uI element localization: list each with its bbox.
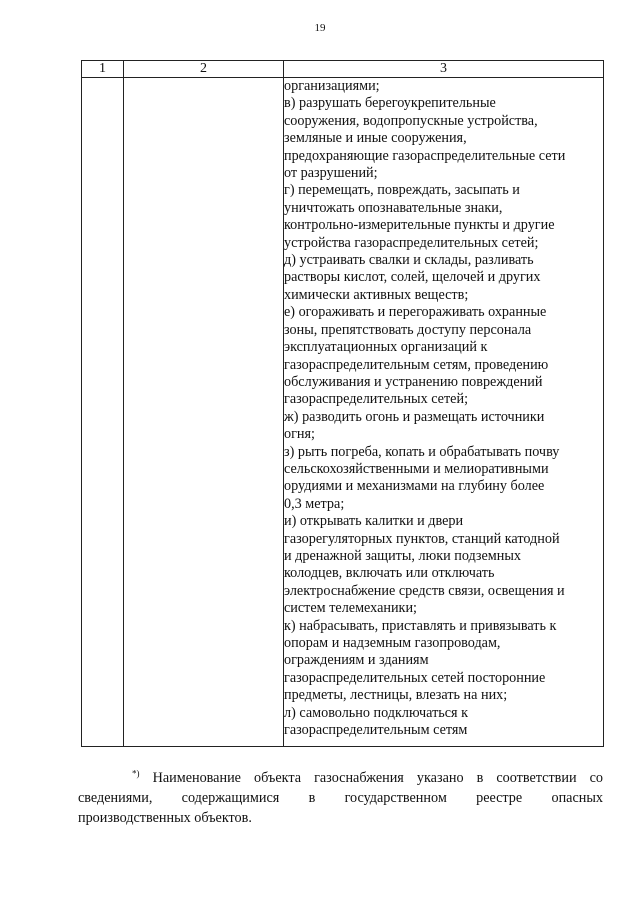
text-line: ж) разводить огонь и размещать источники: [284, 408, 545, 425]
cell-column-2: [124, 78, 284, 747]
text-line: газорегуляторных пунктов, станций катодной: [284, 530, 560, 547]
requirements-table: [81, 60, 604, 747]
column-header-2: 2: [124, 61, 284, 78]
text-line: газораспределительным сетям, проведению: [284, 356, 549, 373]
footnote-line: [78, 768, 603, 788]
text-line: и) открывать калитки и двери: [284, 513, 464, 530]
footnote: [78, 768, 603, 828]
text-line: обслуживания и устранению повреждений: [284, 373, 543, 390]
table-header-row: [82, 61, 604, 78]
text-line: устройства газораспределительных сетей;: [284, 234, 539, 251]
text-line: е) огораживать и перегораживать охранные: [284, 304, 547, 321]
text-line: 0,3 метра;: [284, 495, 345, 512]
text-line: огня;: [284, 426, 315, 443]
text-line: организациями;: [284, 78, 380, 94]
text-line: газораспределительных сетей;: [284, 391, 469, 408]
table-row: [82, 78, 604, 747]
text-line: эксплуатационных организаций к: [284, 339, 488, 356]
text-line: опорам и надземным газопроводам,: [284, 635, 501, 651]
text-line: з) рыть погреба, копать и обрабатывать почву: [284, 443, 560, 460]
text-line: земляные и иные сооружения,: [284, 130, 467, 147]
text-line: зоны, препятствовать доступу персонала: [284, 321, 532, 338]
text-line: уничтожать опознавательные знаки,: [284, 199, 503, 216]
page-number: 19: [314, 22, 326, 34]
text-line: и дренажной защиты, люки подземных: [284, 547, 521, 564]
text-line: сельскохозяйственными и мелиоративными: [284, 460, 549, 477]
text-line: от разрушений;: [284, 165, 378, 182]
cell-column-3: [284, 78, 604, 747]
cell-column-1: [82, 78, 124, 747]
text-line: ограждениям и зданиям: [284, 652, 429, 669]
column-header-3: 3: [284, 61, 604, 78]
text-line: г) перемещать, повреждать, засыпать и: [284, 182, 520, 199]
text-line: газораспределительных сетей посторонние: [284, 669, 546, 686]
text-line: л) самовольно подключаться к: [284, 704, 469, 721]
text-line: электроснабжение средств связи, освещения и: [284, 582, 565, 599]
text-line: систем телемеханики;: [284, 600, 417, 617]
text-line: орудиями и механизмами на глубину более: [284, 478, 545, 495]
text-line: предохраняющие газораспределительные сети: [284, 147, 566, 164]
text-line: д) устраивать свалки и склады, разливать: [284, 252, 534, 269]
footnote-text: Наименование объекта газоснабжения указано в соответствии со: [152, 770, 604, 786]
footnote-marker: *): [132, 768, 140, 779]
text-line: в) разрушать берегоукрепительные: [284, 95, 496, 112]
footnote-line: производственных объектов.: [78, 810, 252, 826]
column-header-1: 1: [82, 61, 124, 78]
text-line: контрольно-измерительные пункты и другие: [284, 217, 555, 234]
text-line: химически активных веществ;: [284, 286, 469, 303]
text-line: предметы, лестницы, влезать на них;: [284, 687, 508, 704]
text-line: газораспределительным сетям: [284, 722, 468, 739]
text-line: сооружения, водопропускные устройства,: [284, 112, 538, 129]
footnote-line: сведениями, содержащимися в государственном реестре опасных: [78, 790, 603, 806]
text-line: растворы кислот, солей, щелочей и других: [284, 269, 541, 286]
text-line: колодцев, включать или отключать: [284, 565, 495, 582]
text-line: к) набрасывать, приставлять и привязывать к: [284, 617, 557, 634]
